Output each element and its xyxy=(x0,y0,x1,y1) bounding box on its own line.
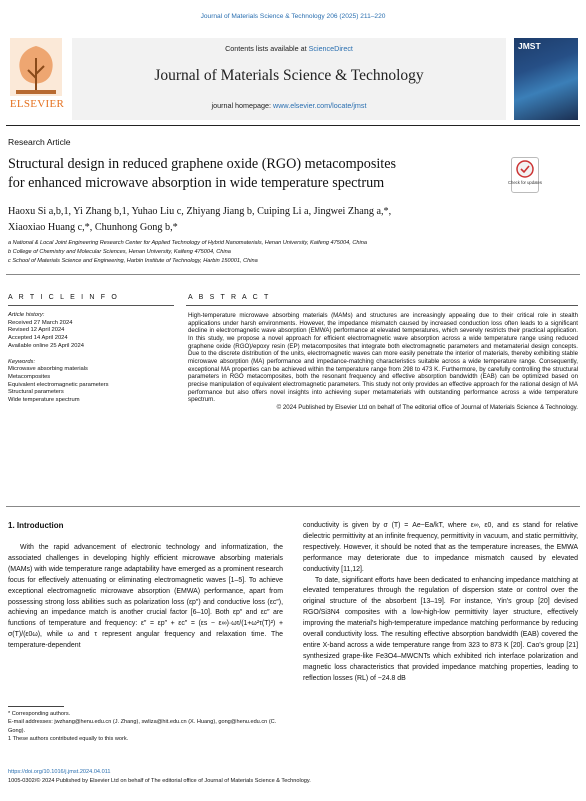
keyword-item: Metacomposites xyxy=(8,373,51,380)
keyword-item: Structural parameters xyxy=(8,389,64,396)
article-type: Research Article xyxy=(8,137,71,147)
keyword-item: Equivalent electromagnetic parameters xyxy=(8,381,109,388)
homepage-link[interactable]: www.elsevier.com/locate/jmst xyxy=(273,101,367,110)
page-footer xyxy=(8,768,568,786)
issn-line: 1005-0302/© 2024 Published by Elsevier Ltd on behalf of The editorial office of Journal of Materials Science & Technology. xyxy=(8,778,311,784)
header-rule xyxy=(6,125,580,126)
title-line-2: for enhanced microwave absorption in wide temperature spectrum xyxy=(8,175,385,191)
footnotes xyxy=(8,710,283,744)
homepage-prefix: journal homepage: xyxy=(211,101,274,110)
intro-paragraph-3: To date, significant efforts have been dedicated to enhancing impedance matching at elevated temperatures through the regulation of dispersion state or control over the original structure of the absorbent [13–19]. For instance, Yin's group [20] devised RGO/Si3N4 composites with a low-high-low permittivity layer structure, effectively improving the material's high-temperature impedance matching performance by reducing overall conductivity loss. The resulting effective absorption bandwidth (EAB) covered the entire X-band across a wide temperature range from 323 to 873 K [20]. Cao's group [21] synthesized grape-like Fe3O4–MWCNTs which exhibited rich interface polarization and magnetic loss characteristics that provided impedance matching properties, leading to reflection losses (RL) of −24.8 dB xyxy=(303,576,578,682)
keyword-item: Wide temperature spectrum xyxy=(8,397,80,404)
journal-homepage xyxy=(72,101,506,110)
history-online: Available online 25 April 2024 xyxy=(8,342,84,349)
crossmark-label: Check for updates xyxy=(508,180,542,185)
crossmark-icon[interactable] xyxy=(508,157,542,193)
cover-title: JMST xyxy=(518,41,541,51)
article-info xyxy=(8,312,178,405)
history-accepted: Accepted 14 April 2024 xyxy=(8,335,68,342)
sciencedirect-link[interactable]: ScienceDirect xyxy=(308,44,353,53)
title-line-1: Structural design in reduced graphene oxide (RGO) metacomposites xyxy=(8,156,397,172)
doi-link[interactable]: https://doi.org/10.1016/j.jmst.2024.04.011 xyxy=(8,769,111,775)
article-info-rule xyxy=(8,305,174,306)
intro-paragraph-2: conductivity is given by σ (T) = Ae−Ea/kT, where ε∞, ε0, and εs stand for relative dielectric permittivity at an infinite frequency, permittivity in vacuum, and static permittivity, respectively. However, it should be noted that as the temperature increases, the EMWA performance may deteriorate due to impedance mismatch caused by elevated conductivity [11,12]. xyxy=(303,522,578,573)
paper-title xyxy=(8,155,488,193)
footnote-email: E-mail addresses: jwzhang@henu.edu.cn (J. Zhang), swliza@hit.edu.cn (X. Huang), gong@henu.edu.cn (C. Gong). xyxy=(8,719,277,734)
abstract-heading: A B S T R A C T xyxy=(188,294,271,301)
left-column xyxy=(8,543,283,652)
footnote-corresponding: * Corresponding authors. xyxy=(8,711,71,717)
history-revised: Revised 12 April 2024 xyxy=(8,327,65,334)
running-header: Journal of Materials Science & Technology 206 (2025) 211–220 xyxy=(200,13,386,20)
author-list xyxy=(8,204,528,236)
intro-paragraph-1: With the rapid advancement of electronic technology and informatization, the associated challenges in developing highly efficient microwave absorbing materials (MAMs) with wide temperature range adaptability have emerged as a prominent research focus for effectively attenuating or eliminating electromagnetic waves [1–5]. To achieve exceptional electromagnetic microwave absorption (EMWA) performance, apart from possessing strong loss abilities such as polarization loss (εp″) and conductive loss (εc″), achieving an impedance match is another crucial factor [6–10]. Both εp″ and εc″ are functions of temperature and frequency: ε″ = εp″ + εc″ = (εs − ε∞)·ωτ/(1+ω²τ(T)²) + σ(T)/(ε0ω), while ω and τ represent angular frequency and relaxation time. The temperature-dependent xyxy=(8,544,283,650)
affiliation-b: b College of Chemistry and Molecular Sciences, Henan University, Kaifeng 475004, China xyxy=(8,248,231,255)
contents-line xyxy=(72,44,506,53)
affiliation-c: c School of Materials Science and Engineering, Harbin Institute of Technology, Harbin 150001, China xyxy=(8,257,258,264)
affiliation-rule xyxy=(6,274,580,275)
journal-title: Journal of Materials Science & Technology xyxy=(154,67,424,84)
abstract-text: High-temperature microwave absorbing materials (MAMs) and structures are increasingly appealing due to their critical role in stealth applications under harsh environments. However, the impedance mismatch caused by increased conduction loss often leads to a significant decline in electromagnetic wave absorption (EMWA) performance at elevated temperatures, which severely restricts their practical application. In this study, we propose a novel approach for efficient electromagnetic wave absorption across a wide temperature range using reduced graphene oxide (RGO)/epoxy resin (EP) metacomposites that integrate both electromagnetic parameters and metamaterial design concepts. Due to the discrete distribution of the units, electromagnetic waves can more easily penetrate the interior of materials, thereby exhibiting stable microwave absorption (MA) performance and impedance-matching characteristics suitable across a wide temperature range. Consequently, exceptional MA properties can be achieved within the temperature range from 298 to 473 K. Furthermore, by carefully controlling the structural parameters in RGO metacomposites, both the resonant frequency and effective absorption bandwidth (EAB) can be optimized based on precise manipulation of equivalent electromagnetic parameters. This study not only provides an effective approach for the rational design of MA performance but also offers novel insights into achieving super metamaterials with outstanding performance across a wide temperature spectrum. xyxy=(188,312,578,404)
copyright-notice: © 2024 Published by Elsevier Ltd on behalf of The editorial office of Journal of Materials Science & Technology. xyxy=(276,403,578,411)
history-received: Received 27 March 2024 xyxy=(8,319,73,326)
abstract-rule xyxy=(186,305,578,306)
authors-line-2: Xiaoxiao Huang c,*, Chunhong Gong b,* xyxy=(8,222,178,233)
footnote-rule xyxy=(8,706,64,707)
introduction-heading: 1. Introduction xyxy=(8,521,64,530)
authors-line-1: Haoxu Si a,b,1, Yi Zhang b,1, Yuhao Liu c, Zhiyang Jiang b, Cuiping Li a, Jingwei Zhang a,*, xyxy=(8,206,392,217)
history-label: Article history: xyxy=(8,312,45,318)
publisher-logo-text: ELSEVIER xyxy=(9,98,65,110)
abstract-body xyxy=(188,312,578,412)
footnote-equal-contribution: 1 These authors contributed equally to this work. xyxy=(8,736,129,743)
affiliations xyxy=(8,239,568,265)
affiliation-a: a National & Local Joint Engineering Research Center for Applied Technology of Hybrid Nanomaterials, Henan University, Kaifeng 475004, China xyxy=(8,240,367,246)
right-column xyxy=(303,521,578,685)
keywords-label: Keywords: xyxy=(8,358,36,365)
contents-prefix: Contents lists available at xyxy=(225,44,309,53)
keyword-item: Microwave absorbing materials xyxy=(8,366,88,373)
abstract-end-rule xyxy=(6,506,580,507)
article-info-heading: A R T I C L E I N F O xyxy=(8,294,120,301)
